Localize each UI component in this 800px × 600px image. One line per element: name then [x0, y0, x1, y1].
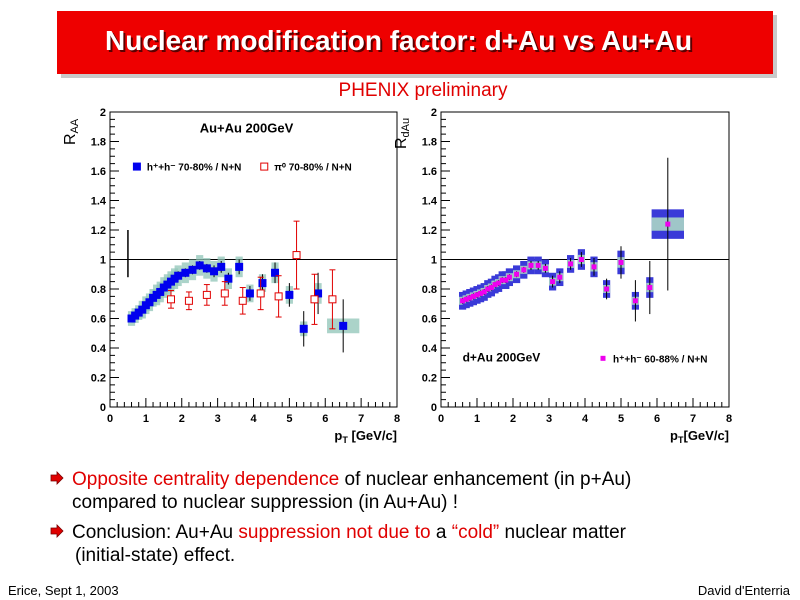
bullet2-text-c: nuclear matter — [499, 522, 626, 543]
data-point — [521, 267, 526, 272]
x-tick-label: 4 — [581, 413, 589, 425]
red-arrow-bullet-icon — [50, 471, 64, 485]
y-tick-label: 0.4 — [421, 343, 437, 355]
y-tick-label: 0 — [99, 402, 106, 414]
bullet1-text: of nuclear enhancement (in p+Au) — [339, 469, 632, 490]
legend-label: π⁰ 70-80% / N+N — [274, 162, 352, 174]
legend-label: h⁺+h⁻ 60-88% / N+N — [613, 354, 708, 366]
y-tick-label: 0.2 — [421, 372, 437, 385]
data-point — [285, 291, 293, 299]
x-tick-label: 1 — [142, 413, 149, 425]
x-tick-label: 0 — [106, 413, 114, 425]
panel-label: Au+Au 200GeV — [199, 120, 294, 136]
x-tick-label: 8 — [393, 413, 401, 425]
y-tick-label: 0.8 — [421, 284, 437, 296]
data-point — [329, 296, 336, 303]
data-point — [189, 266, 197, 274]
y-tick-label: 1 — [99, 254, 106, 267]
legend-label: h⁺+h⁻ 70-80% / N+N — [146, 162, 242, 174]
y-tick-label: 2 — [430, 107, 437, 119]
x-tick-label: 0 — [437, 413, 445, 425]
raa-chart-panel — [62, 107, 400, 445]
legend-marker — [261, 163, 268, 170]
data-point — [203, 264, 211, 272]
data-point — [557, 275, 562, 280]
data-point — [339, 322, 347, 330]
bullet-item-2 — [50, 521, 770, 567]
bullet2-text-b: a — [430, 522, 452, 543]
data-point — [311, 296, 318, 303]
data-point — [633, 298, 638, 303]
data-point — [210, 267, 218, 275]
bullet1-highlight: Opposite centrality dependence — [72, 469, 340, 490]
slide-title: Nuclear modification factor: d+Au vs Au+Au — [105, 25, 693, 56]
data-point — [258, 279, 266, 287]
x-axis-label: $p_T[GeV/c]$ — [670, 428, 729, 445]
data-point — [514, 272, 519, 277]
data-point — [543, 266, 548, 271]
y-tick-label: 0.8 — [90, 284, 106, 296]
bullet2-highlight-a: suppression not due to — [238, 522, 431, 543]
data-point — [604, 287, 609, 292]
data-point — [239, 297, 246, 304]
bullet-list — [50, 468, 770, 574]
x-tick-label: 2 — [509, 413, 517, 425]
data-point — [257, 290, 264, 297]
y-tick-label: 1.6 — [421, 166, 437, 178]
x-tick-label: 7 — [358, 413, 365, 425]
x-tick-label: 5 — [617, 413, 625, 425]
y-axis-label: RdAu — [393, 117, 412, 149]
y-tick-label: 0.4 — [90, 343, 106, 355]
bullet2-line2: (initial-state) effect. — [75, 545, 236, 566]
x-tick-label: 4 — [250, 413, 257, 425]
y-tick-label: 1.2 — [90, 225, 106, 237]
data-point — [579, 257, 584, 262]
data-point — [203, 291, 210, 298]
y-tick-label: 0.2 — [90, 372, 106, 385]
data-point — [647, 285, 652, 290]
legend-marker — [601, 356, 606, 361]
data-point — [665, 222, 670, 227]
y-axis-label: RAA — [62, 118, 81, 145]
data-point — [592, 264, 597, 269]
y-tick-label: 1.4 — [421, 195, 437, 208]
legend-marker — [133, 163, 141, 171]
y-tick-label: 1.8 — [421, 136, 437, 149]
data-point — [507, 275, 512, 280]
footer-author: David d'Enterria — [697, 583, 790, 598]
data-point — [300, 325, 308, 333]
data-point — [568, 261, 573, 266]
x-tick-label: 5 — [286, 413, 293, 425]
data-point — [167, 296, 174, 303]
footer-venue-date: Erice, Sept 1, 2003 — [8, 583, 119, 598]
y-tick-label: 0 — [430, 402, 437, 414]
bullet-item-1 — [50, 468, 770, 514]
red-arrow-bullet-icon — [50, 524, 64, 538]
data-point — [550, 279, 555, 284]
y-tick-label: 1.8 — [90, 136, 106, 149]
bullet2-highlight-b: “cold” — [451, 522, 500, 543]
bullet2-text-a: Conclusion: Au+Au — [72, 522, 239, 543]
data-point — [293, 252, 300, 259]
data-point — [235, 263, 243, 271]
x-tick-label: 1 — [473, 413, 481, 425]
x-tick-label: 6 — [653, 413, 661, 425]
data-point — [619, 260, 624, 265]
phenix-preliminary-label: PHENIX preliminary — [338, 80, 508, 101]
data-point — [529, 263, 534, 268]
y-tick-label: 1.4 — [90, 195, 106, 208]
x-tick-label: 3 — [545, 413, 553, 425]
data-point — [217, 263, 225, 271]
y-tick-label: 2 — [99, 107, 106, 119]
x-axis-label: $p_T$ [GeV/c] — [334, 428, 397, 445]
data-point — [185, 297, 192, 304]
x-tick-label: 6 — [322, 413, 329, 425]
x-tick-label: 7 — [689, 413, 697, 425]
x-tick-label: 3 — [214, 413, 221, 425]
bullet1-line2: compared to nuclear suppression (in Au+Au) ! — [72, 492, 459, 513]
y-tick-label: 1.2 — [421, 225, 437, 237]
panel-label: d+Au 200GeV — [462, 350, 541, 365]
data-point — [181, 269, 189, 277]
y-tick-label: 1.6 — [90, 166, 106, 178]
y-tick-label: 0.6 — [421, 313, 437, 326]
data-point — [536, 263, 541, 268]
data-point — [221, 290, 228, 297]
y-tick-label: 0.6 — [90, 313, 106, 326]
y-tick-label: 1 — [430, 254, 437, 267]
rdau-chart-panel — [393, 107, 732, 445]
x-tick-label: 8 — [725, 413, 733, 425]
data-point — [174, 272, 182, 280]
x-tick-label: 2 — [178, 413, 185, 425]
data-point — [246, 289, 254, 297]
data-point — [196, 261, 204, 269]
data-point — [275, 293, 282, 300]
